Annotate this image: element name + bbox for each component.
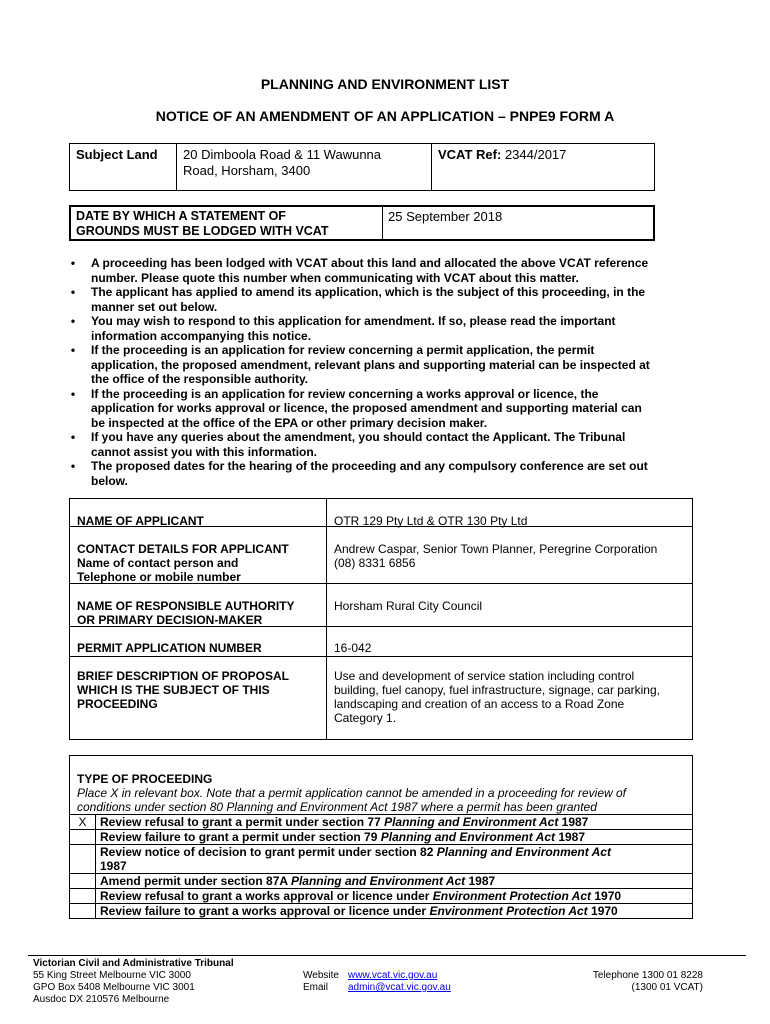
bullet-icon: • [70, 386, 76, 401]
footer-address-line: Ausdoc DX 210576 Melbourne [33, 994, 170, 1005]
subject-land-label: Subject Land [70, 144, 177, 191]
page-subtitle: NOTICE OF AN AMENDMENT OF AN APPLICATION – PNPE9 FORM A [155, 108, 615, 124]
footer-address-line: 55 King Street Melbourne VIC 3000 [33, 970, 191, 981]
list-item: • If the proceeding is an application for review concerning a permit application, the permit application, the proposed amendment, relevant plans and supporting material can be inspected at the office of the responsible authority. [67, 343, 707, 387]
email-link[interactable]: admin@vcat.vic.gov.au [348, 982, 451, 993]
bullet-icon: • [70, 343, 76, 357]
subject-land-address [177, 144, 432, 191]
footer-divider [28, 955, 746, 956]
option-checkbox[interactable] [70, 889, 96, 904]
list-item: • You may wish to respond to this application for amendment. If so, please read the important information accompanying this notice. [67, 314, 707, 343]
list-item: • The applicant has applied to amend its application, which is the subject of this proceeding, in the manner set out below. [67, 285, 707, 314]
option-label: Amend permit under section 87A Planning and Environment Act 1987 [96, 874, 693, 889]
footer-address [33, 958, 234, 1006]
footer-contact [303, 970, 451, 994]
statement-label-line: GROUNDS MUST BE LODGED WITH VCAT [76, 224, 329, 238]
bullet-icon: • [70, 256, 76, 270]
option-label: Review notice of decision to grant permit under section 82 Planning and Environment Act 1987 [96, 845, 693, 874]
bullet-icon: • [70, 285, 76, 299]
table-row [70, 874, 693, 889]
option-checkbox[interactable]: X [70, 815, 96, 830]
list-item: • A proceeding has been lodged with VCAT about this land and allocated the above VCAT reference number. Please quote this number when communicating with VCAT about this matter. [67, 256, 707, 285]
proceeding-heading: TYPE OF PROCEEDING [77, 772, 213, 786]
option-checkbox[interactable] [70, 830, 96, 845]
permit-number-label: PERMIT APPLICATION NUMBER [77, 641, 262, 655]
proceeding-options-table [69, 814, 693, 919]
option-checkbox[interactable] [70, 845, 96, 874]
option-label: Review failure to grant a permit under section 79 Planning and Environment Act 1987 [96, 830, 693, 845]
footer-telephone [570, 970, 703, 994]
email-label: Email [303, 982, 329, 993]
option-label: Review failure to grant a works approval or licence under Environment Protection Act 1970 [96, 904, 693, 919]
applicant-label: NAME OF APPLICANT [77, 514, 204, 528]
table-row [70, 904, 693, 919]
option-checkbox[interactable] [70, 874, 96, 889]
vcat-ref-value: 2344/2017 [504, 147, 567, 162]
authority-label: NAME OF RESPONSIBLE AUTHORITY OR PRIMARY DECISION-MAKER [77, 599, 295, 627]
applicant-details-table [69, 498, 693, 740]
statement-date-value: 25 September 2018 [388, 209, 503, 224]
footer-org: Victorian Civil and Administrative Tribunal [33, 958, 234, 969]
applicant-value: OTR 129 Pty Ltd & OTR 130 Pty Ltd [334, 514, 528, 528]
page-title: PLANNING AND ENVIRONMENT LIST [260, 76, 510, 92]
proposal-label: BRIEF DESCRIPTION OF PROPOSAL WHICH IS THE SUBJECT OF THIS PROCEEDING [77, 669, 290, 711]
contact-value: Andrew Caspar, Senior Town Planner, Peregrine Corporation (08) 8331 6856 [334, 542, 658, 570]
table-row [70, 845, 693, 874]
bullet-icon: • [70, 459, 76, 473]
statement-date-table [69, 205, 655, 241]
website-label: Website [303, 970, 339, 981]
proposal-value: Use and development of service station including control building, fuel canopy, fuel infrastructure, signage, car parking, landscaping and creation of an access to a Road Zone Category 1. [334, 669, 660, 725]
option-label: Review refusal to grant a permit under section 77 Planning and Environment Act 1987 [96, 815, 693, 830]
subject-land-table [69, 143, 655, 191]
vcat-ref-label: VCAT Ref: [438, 147, 502, 162]
option-label: Review refusal to grant a works approval or licence under Environment Protection Act 1970 [96, 889, 693, 904]
telephone-alt: (1300 01 VCAT) [631, 982, 703, 993]
row-divider [70, 656, 692, 657]
authority-value: Horsham Rural City Council [334, 599, 483, 613]
option-checkbox[interactable] [70, 904, 96, 919]
statement-label-line: DATE BY WHICH A STATEMENT OF [76, 209, 286, 223]
table-row [70, 830, 693, 845]
notice-bullet-list [67, 256, 707, 488]
bullet-icon: • [70, 314, 76, 328]
contact-label: CONTACT DETAILS FOR APPLICANT Name of contact person and Telephone or mobile number [77, 542, 289, 584]
proceeding-instruction: Place X in relevant box. Note that a permit application cannot be amended in a proceeding for review of conditions under section 80 Planning and Environment Act 1987 where a permit has been granted [77, 786, 626, 814]
permit-number-value: 16-042 [334, 641, 372, 655]
list-item: • The proposed dates for the hearing of the proceeding and any compulsory conference are set out below. [67, 459, 707, 488]
list-item: • If you have any queries about the amendment, you should contact the Applicant. The Tribunal cannot assist you with this information. [67, 430, 707, 459]
address-line: 20 Dimboola Road & 11 Wawunna [183, 147, 382, 162]
website-link[interactable]: www.vcat.vic.gov.au [348, 970, 438, 981]
address-line: Road, Horsham, 3400 [183, 163, 311, 178]
footer-address-line: GPO Box 5408 Melbourne VIC 3001 [33, 982, 195, 993]
table-row [70, 889, 693, 904]
column-divider [326, 499, 327, 739]
table-row [70, 815, 693, 830]
statement-date-label [70, 206, 383, 240]
telephone-number: Telephone 1300 01 8228 [592, 970, 703, 981]
bullet-icon: • [70, 430, 76, 444]
list-item: • If the proceeding is an application for review concerning a works approval or licence, the application for works approval or licence, the proposed amendment and supporting material can be inspected at the office of the EPA or other primary decision maker. [67, 387, 707, 431]
vcat-ref [432, 144, 655, 191]
